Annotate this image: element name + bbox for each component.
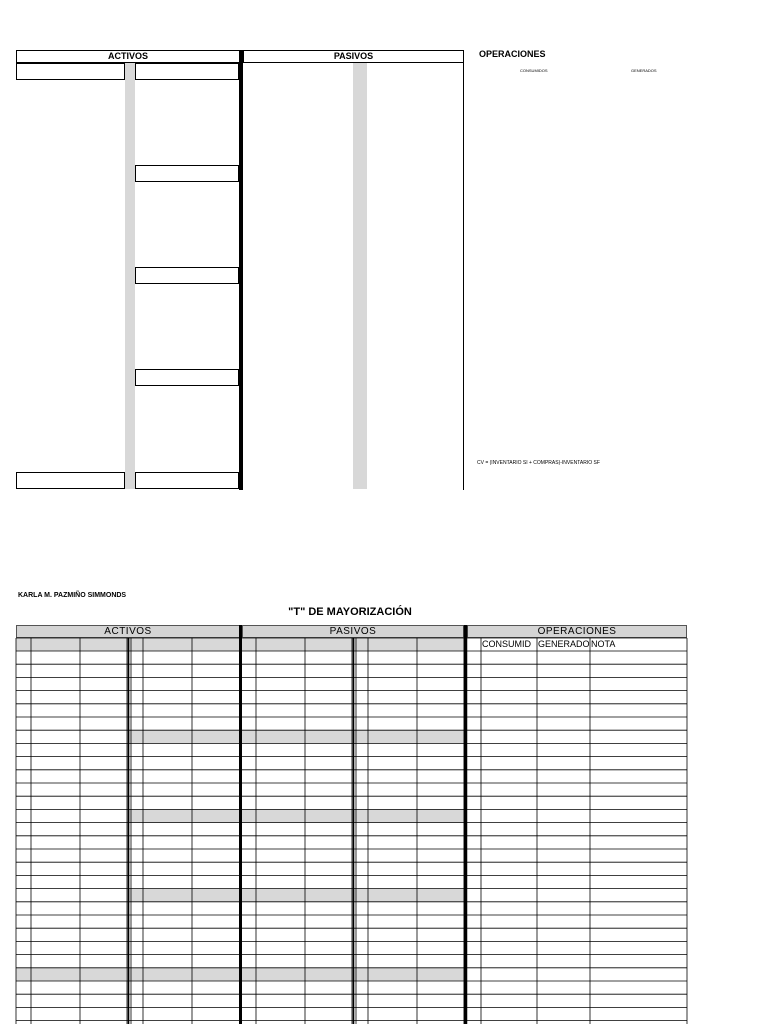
- group-separator-band: [129, 968, 464, 981]
- consumidos-label: CONSUMIDOS: [520, 68, 548, 73]
- pasivos-header: PASIVOS: [243, 50, 464, 63]
- operaciones-title: OPERACIONES: [479, 49, 546, 59]
- group-separator-band: [129, 730, 464, 743]
- pasivos-header-2: PASIVOS: [242, 625, 464, 638]
- group-separator-band: [129, 889, 464, 902]
- operaciones-header-2: OPERACIONES: [467, 625, 687, 638]
- consumidos-col-header: CONSUMID: [482, 639, 531, 649]
- generados-col-header: GENERADO: [538, 639, 590, 649]
- sheet-title: "T" DE MAYORIZACIÓN: [288, 606, 412, 618]
- author-label: KARLA M. PAZMIÑO SIMMONDS: [18, 592, 127, 599]
- cost-formula: CV = (INVENTARIO SI + COMPRAS)-INVENTARIO SF: [477, 460, 600, 466]
- nota-col-header: NOTA: [591, 639, 616, 649]
- activos-header: ACTIVOS: [16, 50, 240, 63]
- group-separator-band: [129, 809, 464, 822]
- generados-label: GENERADOS: [631, 68, 657, 73]
- group-separator-band: [16, 968, 126, 981]
- activos-header-2: ACTIVOS: [16, 625, 240, 638]
